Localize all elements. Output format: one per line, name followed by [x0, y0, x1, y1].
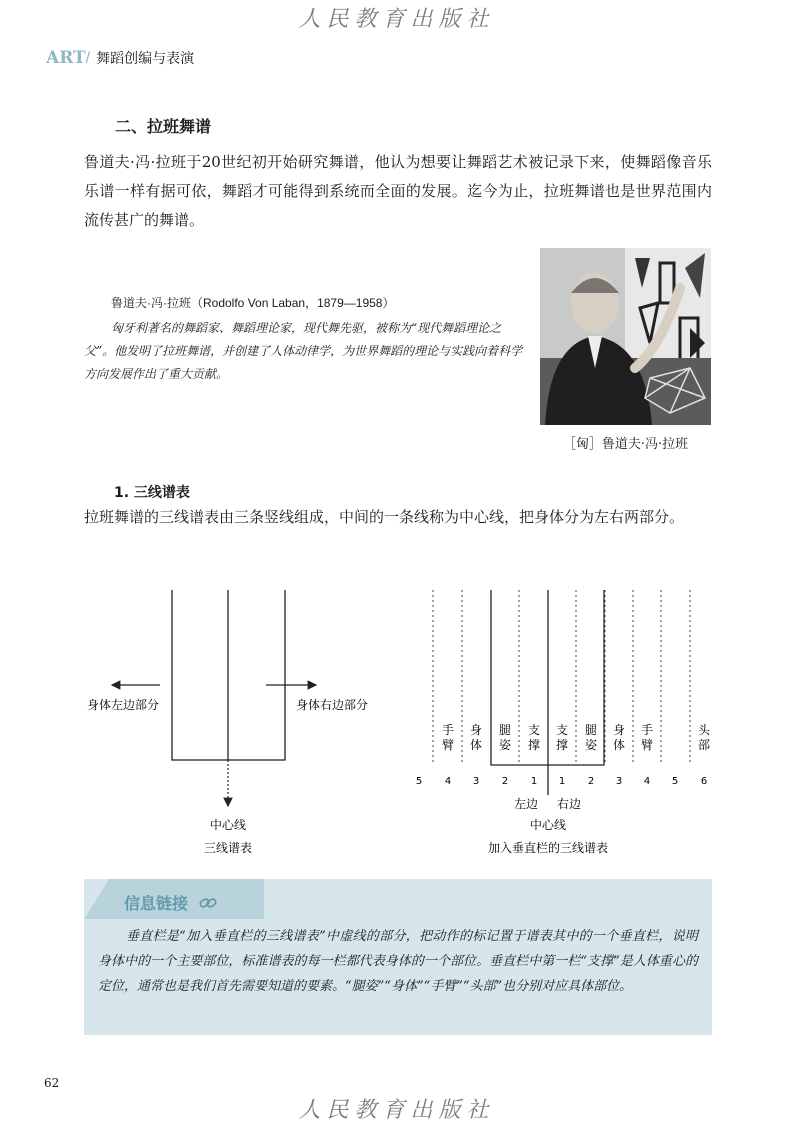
publisher-logo-top: 人民教育出版社 — [298, 7, 495, 32]
staff-diagrams — [0, 580, 793, 870]
column-number: 5 — [415, 776, 423, 787]
column-label: 支撑 — [527, 723, 541, 752]
biography-note — [84, 294, 530, 386]
section-title: 二、拉班舞谱 — [115, 117, 212, 136]
column-number: 5 — [671, 776, 679, 787]
column-number: 2 — [501, 776, 509, 787]
column-label: 身体 — [469, 723, 483, 752]
right-part-label: 身体右边部分 — [295, 698, 369, 712]
page-number: 62 — [44, 1076, 60, 1090]
right-diagram-caption: 加入垂直栏的三线谱表 — [487, 841, 609, 855]
info-link-box — [84, 879, 712, 1035]
three-line-staff — [87, 590, 368, 855]
column-label: 支撑 — [555, 723, 569, 752]
left-side-label: 左边 — [513, 797, 539, 811]
column-number: 4 — [444, 776, 452, 787]
column-number: 1 — [558, 776, 566, 787]
intro-paragraph: 鲁道夫·冯·拉班于20世纪初开始研究舞谱，他认为想要让舞蹈艺术被记录下来，使舞蹈像音乐乐谱一样有据可依，舞蹈才可能得到系统而全面的发展。迄今为止，拉班舞谱也是世界范围内流传甚广的舞谱。 — [84, 153, 712, 229]
series-mark: ART — [46, 48, 86, 68]
column-number: 1 — [530, 776, 538, 787]
column-label: 腿姿 — [498, 723, 512, 752]
column-number: 2 — [587, 776, 595, 787]
column-number: 3 — [472, 776, 480, 787]
info-title-text: 信息链接 — [124, 894, 189, 913]
portrait-illustration — [540, 248, 711, 425]
link-icon — [198, 895, 218, 911]
biography-text: 匈牙利著名的舞蹈家、舞蹈理论家，现代舞先驱，被称为“现代舞蹈理论之父”。他发明了拉班舞谱，并创建了人体动律学，为世界舞蹈的理论与实践向着科学方向发展作出了重大贡献。 — [84, 321, 523, 381]
column-number: 3 — [615, 776, 623, 787]
right-side-label: 右边 — [556, 797, 582, 811]
left-diagram-caption: 三线谱表 — [203, 841, 253, 855]
column-label: 手臂 — [441, 723, 455, 752]
photo-caption: ［匈］鲁道夫·冯·拉班 — [562, 437, 689, 452]
center-line-label: 中心线 — [529, 818, 567, 832]
column-label: 头部 — [697, 723, 711, 752]
publisher-logo-bottom: 人民教育出版社 — [298, 1098, 495, 1122]
staff-with-columns — [416, 590, 711, 855]
center-line-label: 中心线 — [209, 818, 247, 832]
book-title: 舞蹈创编与表演 — [96, 50, 195, 66]
column-number: 6 — [700, 776, 708, 787]
column-label: 手臂 — [640, 723, 654, 752]
laban-portrait-photo — [540, 248, 711, 425]
left-part-label: 身体左边部分 — [86, 698, 160, 712]
subsection-title: 1. 三线谱表 — [114, 485, 190, 501]
running-header — [46, 48, 194, 68]
staff-paragraph: 拉班舞谱的三线谱表由三条竖线组成，中间的一条线称为中心线，把身体分为左右两部分。 — [84, 508, 685, 526]
column-number: 4 — [643, 776, 651, 787]
info-text: 垂直栏是“加入垂直栏的三线谱表”中虚线的部分，把动作的标记置于谱表其中的一个垂直栏，说明身体中的一个主要部位，标准谱表的每一栏都代表身体的一个部位。垂直栏中第一栏“支撑”是人体重心的定位，通常也是我们首先需要知道的要素。“腿姿”“身体”“手臂”“头部”也分别对应具体部位。 — [98, 929, 698, 994]
column-label: 腿姿 — [584, 723, 598, 752]
info-title — [124, 891, 218, 914]
biography-title: 鲁道夫·冯·拉班（Rodolfo Von Laban，1879—1958） — [111, 296, 395, 310]
column-label: 身体 — [612, 723, 626, 752]
header-slash: / — [85, 50, 91, 67]
